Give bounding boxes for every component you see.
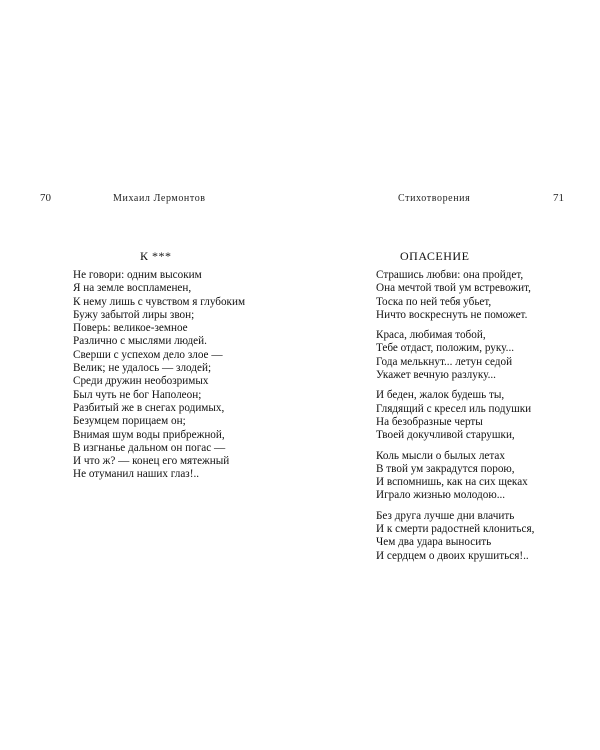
verse-line: Укажет вечную разлуку... <box>376 369 496 382</box>
verse-line: Был чуть не бог Наполеон; <box>73 388 202 401</box>
verse-line: Года мелькнут... летун седой <box>376 355 513 368</box>
stanza <box>376 389 534 442</box>
verse-line: Я на земле воспламенен, <box>73 282 192 295</box>
verse-line: Играло жизнью молодою... <box>376 489 506 502</box>
verse-line: И сердцем о двоих крушиться!.. <box>376 549 529 562</box>
right-page <box>300 0 600 750</box>
stanza <box>376 329 534 382</box>
verse-line: Безумцем порицаем он; <box>73 415 186 428</box>
poem-body <box>73 269 245 482</box>
verse-line: Твоей докучливой старушки, <box>376 429 515 442</box>
verse-line: Среди дружин необозримых <box>73 375 209 388</box>
verse-line: Страшись любви: она пройдет, <box>376 269 524 281</box>
verse-line: И что ж? — конец его мятежный <box>73 455 230 468</box>
verse-line: Бужу забытой лиры звон; <box>73 308 195 321</box>
verse-line: На безобразные черты <box>376 415 483 428</box>
verse-line: Ничто воскреснуть не поможет. <box>376 308 528 321</box>
verse-line: Тебе отдаст, положим, руку... <box>376 342 515 355</box>
verse-line: Коль мысли о былых летах <box>376 449 505 462</box>
verse-line: Без друга лучше дни влачить <box>376 509 515 522</box>
verse-line: И к смерти радостней клониться, <box>376 523 535 536</box>
verse-line: Разбитый же в снегах родимых, <box>73 401 225 414</box>
verse-line: Велик; не удалось — злодей; <box>73 362 212 375</box>
verse-line: Тоска по ней тебя убьет, <box>376 295 492 308</box>
stanza <box>376 269 534 322</box>
poem-body <box>376 269 534 563</box>
verse-line: Не отуманил наших глаз!.. <box>73 468 200 481</box>
page-number: 71 <box>553 192 564 204</box>
verse-line: И беден, жалок будешь ты, <box>376 389 505 402</box>
verse-line: В твой ум закрадутся порою, <box>376 462 515 475</box>
running-head-author: Михаил Лермонтов <box>113 193 206 204</box>
verse-line: Различно с мыслями людей. <box>73 335 207 348</box>
verse-line: Она мечтой твой ум встревожит, <box>376 282 531 295</box>
stanza <box>376 450 534 503</box>
verse-line: Не говори: одним высоким <box>73 269 202 281</box>
page-number: 70 <box>40 192 51 204</box>
verse-line: Глядящий с кресел иль подушки <box>376 402 532 415</box>
verse-line: В изгнанье дальном он погас — <box>73 441 226 454</box>
stanza <box>376 510 534 563</box>
verse-line: Внимая шум воды прибрежной, <box>73 428 225 441</box>
running-head-section: Стихотворения <box>398 193 471 204</box>
verse-line: К нему лишь с чувством я глубоким <box>73 295 246 308</box>
verse-line: Поверь: великое-земное <box>73 322 188 335</box>
verse-line: Сверши с успехом дело злое — <box>73 348 223 361</box>
verse-line: Краса, любимая тобой, <box>376 329 486 342</box>
verse-line: Чем два удара выносить <box>376 536 492 549</box>
poem-title: К *** <box>140 249 172 263</box>
verse-line: И вспомнишь, как на сих щеках <box>376 476 528 489</box>
stanza <box>73 269 245 482</box>
poem-title: ОПАСЕНИЕ <box>400 249 470 263</box>
